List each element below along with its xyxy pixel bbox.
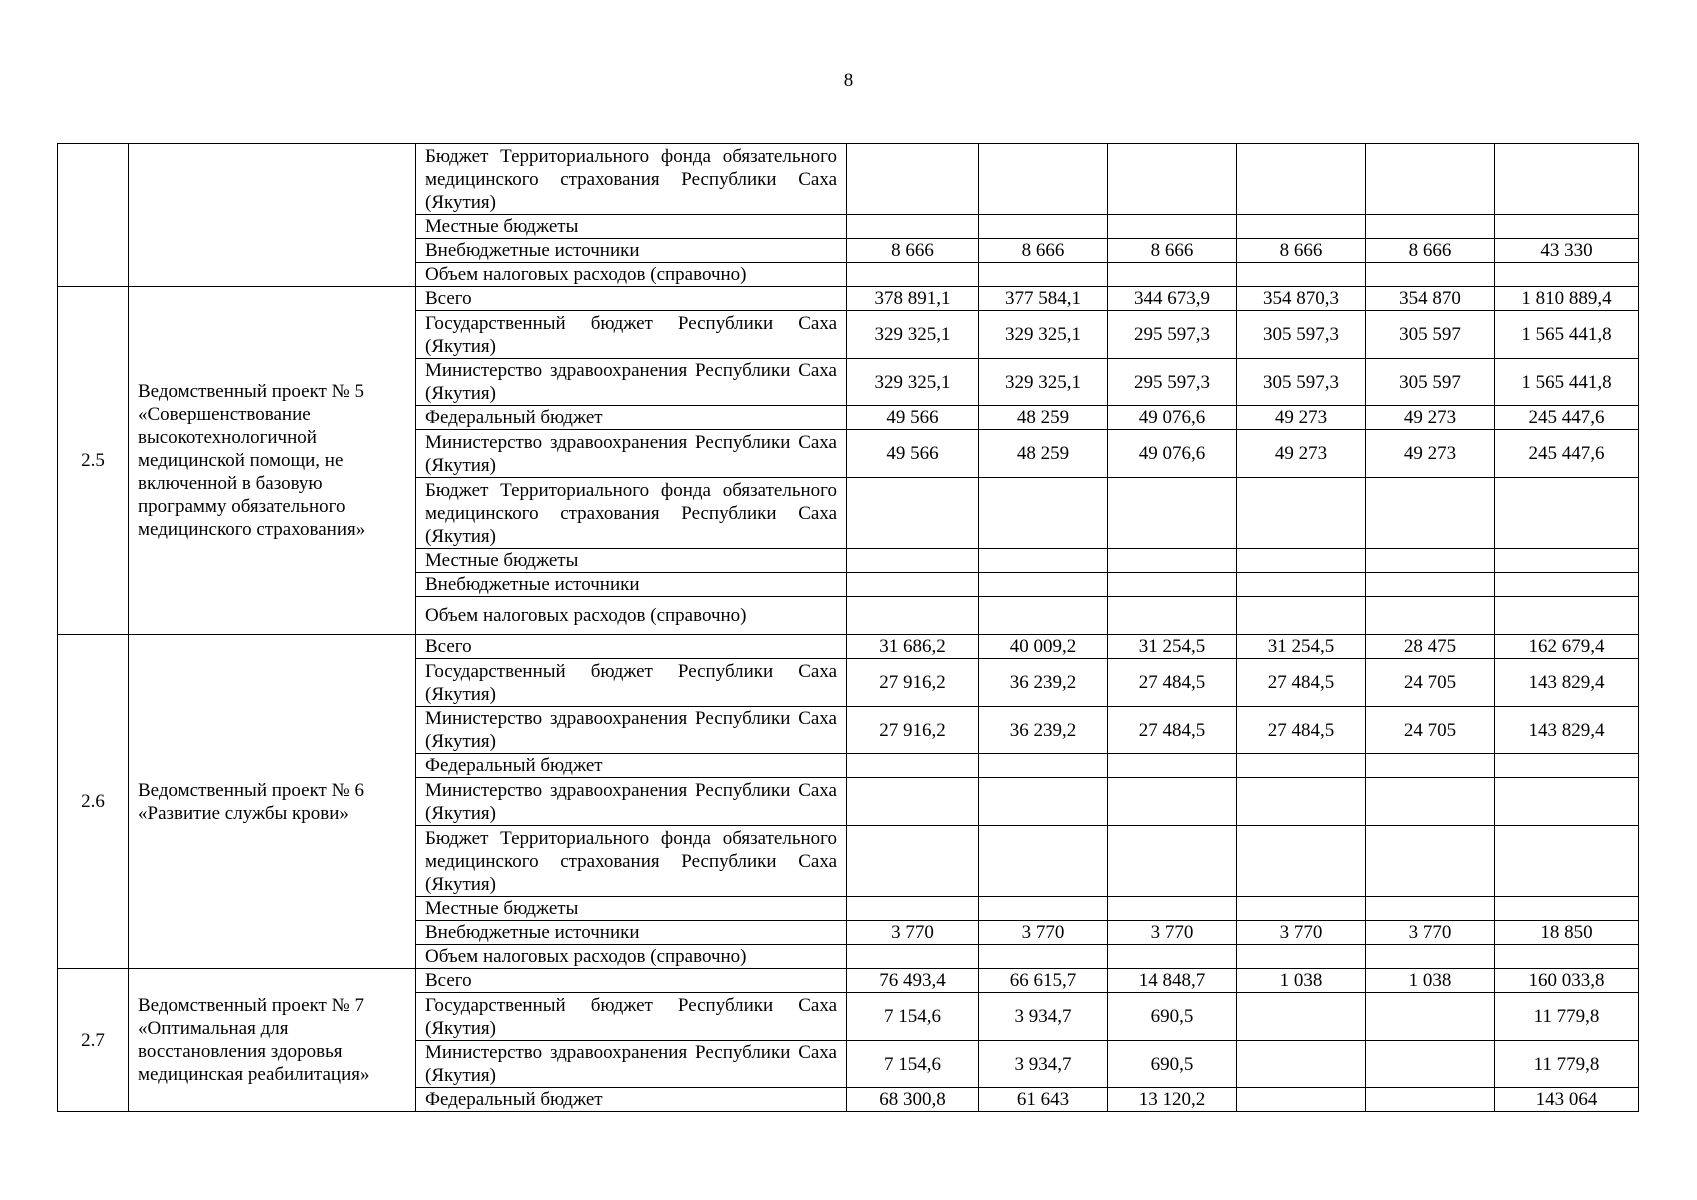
year-value-cell: 31 254,5	[1237, 635, 1366, 659]
total-value-cell: 245 447,6	[1495, 406, 1639, 430]
year-value-cell: 8 666	[1366, 239, 1495, 263]
table-row	[58, 635, 1639, 659]
year-value-cell	[1237, 826, 1366, 897]
total-value-cell: 143 829,4	[1495, 659, 1639, 707]
year-value-cell: 36 239,2	[979, 707, 1108, 754]
total-value-cell	[1495, 945, 1639, 969]
year-value-cell: 354 870,3	[1237, 287, 1366, 311]
project-number-cell	[58, 144, 129, 287]
year-value-cell	[979, 573, 1108, 597]
year-value-cell	[847, 945, 979, 969]
table-body	[58, 144, 1639, 1112]
year-value-cell	[847, 478, 979, 549]
year-value-cell: 66 615,7	[979, 969, 1108, 993]
funding-source-cell: Всего	[416, 969, 847, 993]
year-value-cell: 305 597,3	[1237, 311, 1366, 359]
total-value-cell	[1495, 897, 1639, 921]
funding-source-cell: Внебюджетные источники	[416, 921, 847, 945]
year-value-cell	[1366, 549, 1495, 573]
year-value-cell	[979, 215, 1108, 239]
year-value-cell	[979, 945, 1108, 969]
total-value-cell	[1495, 597, 1639, 635]
year-value-cell: 14 848,7	[1108, 969, 1237, 993]
year-value-cell: 31 686,2	[847, 635, 979, 659]
year-value-cell	[1366, 1041, 1495, 1088]
year-value-cell	[979, 826, 1108, 897]
project-name-cell	[129, 144, 416, 287]
year-value-cell: 295 597,3	[1108, 311, 1237, 359]
total-value-cell	[1495, 826, 1639, 897]
total-value-cell: 1 565 441,8	[1495, 359, 1639, 406]
funding-source-cell: Объем налоговых расходов (справочно)	[416, 263, 847, 287]
year-value-cell	[1366, 263, 1495, 287]
year-value-cell: 27 484,5	[1237, 707, 1366, 754]
funding-source-cell: Государственный бюджет Республики Саха (Якутия)	[416, 659, 847, 707]
table-row	[58, 969, 1639, 993]
year-value-cell	[1366, 573, 1495, 597]
year-value-cell: 48 259	[979, 430, 1108, 478]
total-value-cell	[1495, 754, 1639, 778]
funding-source-cell: Министерство здравоохранения Республики Саха (Якутия)	[416, 707, 847, 754]
year-value-cell: 49 273	[1366, 406, 1495, 430]
year-value-cell: 329 325,1	[847, 359, 979, 406]
year-value-cell	[847, 144, 979, 215]
year-value-cell: 3 934,7	[979, 993, 1108, 1041]
year-value-cell	[1108, 597, 1237, 635]
year-value-cell	[979, 597, 1108, 635]
page-number: 8	[843, 70, 854, 91]
funding-source-cell: Объем налоговых расходов (справочно)	[416, 945, 847, 969]
total-value-cell: 18 850	[1495, 921, 1639, 945]
total-value-cell	[1495, 573, 1639, 597]
year-value-cell: 28 475	[1366, 635, 1495, 659]
year-value-cell: 305 597,3	[1237, 359, 1366, 406]
funding-source-cell: Местные бюджеты	[416, 549, 847, 573]
year-value-cell: 49 566	[847, 430, 979, 478]
year-value-cell	[847, 754, 979, 778]
year-value-cell	[847, 897, 979, 921]
funding-source-cell: Федеральный бюджет	[416, 754, 847, 778]
total-value-cell	[1495, 144, 1639, 215]
funding-source-cell: Государственный бюджет Республики Саха (Якутия)	[416, 993, 847, 1041]
year-value-cell: 378 891,1	[847, 287, 979, 311]
total-value-cell: 245 447,6	[1495, 430, 1639, 478]
year-value-cell: 49 076,6	[1108, 430, 1237, 478]
year-value-cell	[847, 778, 979, 826]
total-value-cell: 143 829,4	[1495, 707, 1639, 754]
year-value-cell: 690,5	[1108, 993, 1237, 1041]
year-value-cell	[979, 263, 1108, 287]
year-value-cell: 24 705	[1366, 659, 1495, 707]
total-value-cell: 160 033,8	[1495, 969, 1639, 993]
year-value-cell: 7 154,6	[847, 1041, 979, 1088]
funding-source-cell: Министерство здравоохранения Республики Саха (Якутия)	[416, 359, 847, 406]
year-value-cell: 40 009,2	[979, 635, 1108, 659]
year-value-cell	[1108, 754, 1237, 778]
year-value-cell: 27 484,5	[1108, 659, 1237, 707]
year-value-cell	[1108, 945, 1237, 969]
year-value-cell: 329 325,1	[979, 359, 1108, 406]
year-value-cell: 3 770	[979, 921, 1108, 945]
year-value-cell: 3 770	[1237, 921, 1366, 945]
project-number-cell: 2.6	[58, 635, 129, 969]
year-value-cell	[1237, 263, 1366, 287]
project-name-cell: Ведомственный проект № 7 «Оптимальная для восстановления здоровья медицинская реабилитация»	[129, 969, 416, 1112]
year-value-cell	[979, 144, 1108, 215]
year-value-cell	[1366, 754, 1495, 778]
project-name-cell: Ведомственный проект № 5 «Совершенствование высокотехнологичной медицинской помощи, не включенной в базовую программу обязательного медицинского страхования»	[129, 287, 416, 635]
year-value-cell: 305 597	[1366, 311, 1495, 359]
total-value-cell: 43 330	[1495, 239, 1639, 263]
funding-source-cell: Бюджет Территориального фонда обязательного медицинского страхования Республики Саха (Якутия)	[416, 144, 847, 215]
year-value-cell	[1237, 573, 1366, 597]
year-value-cell	[1366, 778, 1495, 826]
year-value-cell	[1366, 478, 1495, 549]
year-value-cell	[1237, 993, 1366, 1041]
total-value-cell: 162 679,4	[1495, 635, 1639, 659]
year-value-cell: 36 239,2	[979, 659, 1108, 707]
year-value-cell	[979, 478, 1108, 549]
year-value-cell	[1366, 144, 1495, 215]
year-value-cell: 690,5	[1108, 1041, 1237, 1088]
year-value-cell: 68 300,8	[847, 1088, 979, 1112]
year-value-cell	[1366, 993, 1495, 1041]
year-value-cell: 27 916,2	[847, 707, 979, 754]
project-name-cell: Ведомственный проект № 6 «Развитие службы крови»	[129, 635, 416, 969]
year-value-cell	[1366, 945, 1495, 969]
year-value-cell	[979, 754, 1108, 778]
year-value-cell: 1 038	[1366, 969, 1495, 993]
table-row	[58, 287, 1639, 311]
funding-source-cell: Бюджет Территориального фонда обязательного медицинского страхования Республики Саха (Якутия)	[416, 826, 847, 897]
year-value-cell: 7 154,6	[847, 993, 979, 1041]
year-value-cell	[847, 263, 979, 287]
year-value-cell	[1366, 215, 1495, 239]
year-value-cell: 49 076,6	[1108, 406, 1237, 430]
year-value-cell: 13 120,2	[1108, 1088, 1237, 1112]
year-value-cell: 354 870	[1366, 287, 1495, 311]
total-value-cell	[1495, 215, 1639, 239]
funding-source-cell: Всего	[416, 287, 847, 311]
project-number-cell: 2.7	[58, 969, 129, 1112]
year-value-cell: 49 273	[1237, 430, 1366, 478]
year-value-cell	[1237, 897, 1366, 921]
budget-table	[57, 143, 1639, 1112]
year-value-cell: 3 770	[1366, 921, 1495, 945]
funding-source-cell: Министерство здравоохранения Республики Саха (Якутия)	[416, 1041, 847, 1088]
year-value-cell	[1108, 144, 1237, 215]
year-value-cell	[1366, 597, 1495, 635]
year-value-cell: 3 770	[847, 921, 979, 945]
total-value-cell	[1495, 549, 1639, 573]
year-value-cell	[847, 826, 979, 897]
total-value-cell: 1 810 889,4	[1495, 287, 1639, 311]
funding-source-cell: Местные бюджеты	[416, 215, 847, 239]
year-value-cell	[1108, 263, 1237, 287]
year-value-cell: 49 273	[1366, 430, 1495, 478]
year-value-cell: 329 325,1	[979, 311, 1108, 359]
year-value-cell: 61 643	[979, 1088, 1108, 1112]
funding-source-cell: Государственный бюджет Республики Саха (Якутия)	[416, 311, 847, 359]
year-value-cell: 1 038	[1237, 969, 1366, 993]
funding-source-cell: Министерство здравоохранения Республики Саха (Якутия)	[416, 778, 847, 826]
year-value-cell: 8 666	[979, 239, 1108, 263]
year-value-cell	[1237, 215, 1366, 239]
year-value-cell: 3 934,7	[979, 1041, 1108, 1088]
total-value-cell	[1495, 478, 1639, 549]
year-value-cell: 3 770	[1108, 921, 1237, 945]
year-value-cell	[1237, 549, 1366, 573]
year-value-cell	[1108, 549, 1237, 573]
year-value-cell	[1366, 826, 1495, 897]
funding-source-cell: Всего	[416, 635, 847, 659]
year-value-cell	[1108, 826, 1237, 897]
year-value-cell: 344 673,9	[1108, 287, 1237, 311]
total-value-cell	[1495, 263, 1639, 287]
year-value-cell	[1108, 478, 1237, 549]
year-value-cell	[847, 597, 979, 635]
funding-source-cell: Бюджет Территориального фонда обязательного медицинского страхования Республики Саха (Якутия)	[416, 478, 847, 549]
year-value-cell	[1366, 897, 1495, 921]
year-value-cell: 27 484,5	[1108, 707, 1237, 754]
year-value-cell	[1237, 1041, 1366, 1088]
total-value-cell: 11 779,8	[1495, 993, 1639, 1041]
funding-source-cell: Федеральный бюджет	[416, 1088, 847, 1112]
year-value-cell	[847, 215, 979, 239]
funding-source-cell: Министерство здравоохранения Республики Саха (Якутия)	[416, 430, 847, 478]
year-value-cell: 49 566	[847, 406, 979, 430]
year-value-cell: 8 666	[1108, 239, 1237, 263]
year-value-cell	[979, 549, 1108, 573]
year-value-cell: 8 666	[847, 239, 979, 263]
year-value-cell	[979, 897, 1108, 921]
year-value-cell	[847, 549, 979, 573]
total-value-cell: 11 779,8	[1495, 1041, 1639, 1088]
year-value-cell: 24 705	[1366, 707, 1495, 754]
funding-source-cell: Объем налоговых расходов (справочно)	[416, 597, 847, 635]
year-value-cell	[1237, 1088, 1366, 1112]
year-value-cell	[1237, 478, 1366, 549]
funding-source-cell: Внебюджетные источники	[416, 573, 847, 597]
year-value-cell: 48 259	[979, 406, 1108, 430]
year-value-cell: 27 484,5	[1237, 659, 1366, 707]
year-value-cell	[1237, 144, 1366, 215]
funding-source-cell: Внебюджетные источники	[416, 239, 847, 263]
year-value-cell: 49 273	[1237, 406, 1366, 430]
year-value-cell: 295 597,3	[1108, 359, 1237, 406]
year-value-cell: 377 584,1	[979, 287, 1108, 311]
year-value-cell: 305 597	[1366, 359, 1495, 406]
year-value-cell: 31 254,5	[1108, 635, 1237, 659]
year-value-cell	[1237, 945, 1366, 969]
year-value-cell	[1108, 215, 1237, 239]
total-value-cell: 143 064	[1495, 1088, 1639, 1112]
year-value-cell	[1108, 778, 1237, 826]
year-value-cell	[979, 778, 1108, 826]
year-value-cell	[1237, 778, 1366, 826]
year-value-cell: 329 325,1	[847, 311, 979, 359]
year-value-cell	[1237, 597, 1366, 635]
year-value-cell: 8 666	[1237, 239, 1366, 263]
year-value-cell	[1108, 573, 1237, 597]
year-value-cell	[1366, 1088, 1495, 1112]
table-row	[58, 144, 1639, 215]
year-value-cell: 27 916,2	[847, 659, 979, 707]
project-number-cell: 2.5	[58, 287, 129, 635]
year-value-cell	[1108, 897, 1237, 921]
year-value-cell: 76 493,4	[847, 969, 979, 993]
funding-source-cell: Местные бюджеты	[416, 897, 847, 921]
year-value-cell	[847, 573, 979, 597]
total-value-cell: 1 565 441,8	[1495, 311, 1639, 359]
year-value-cell	[1237, 754, 1366, 778]
funding-source-cell: Федеральный бюджет	[416, 406, 847, 430]
total-value-cell	[1495, 778, 1639, 826]
